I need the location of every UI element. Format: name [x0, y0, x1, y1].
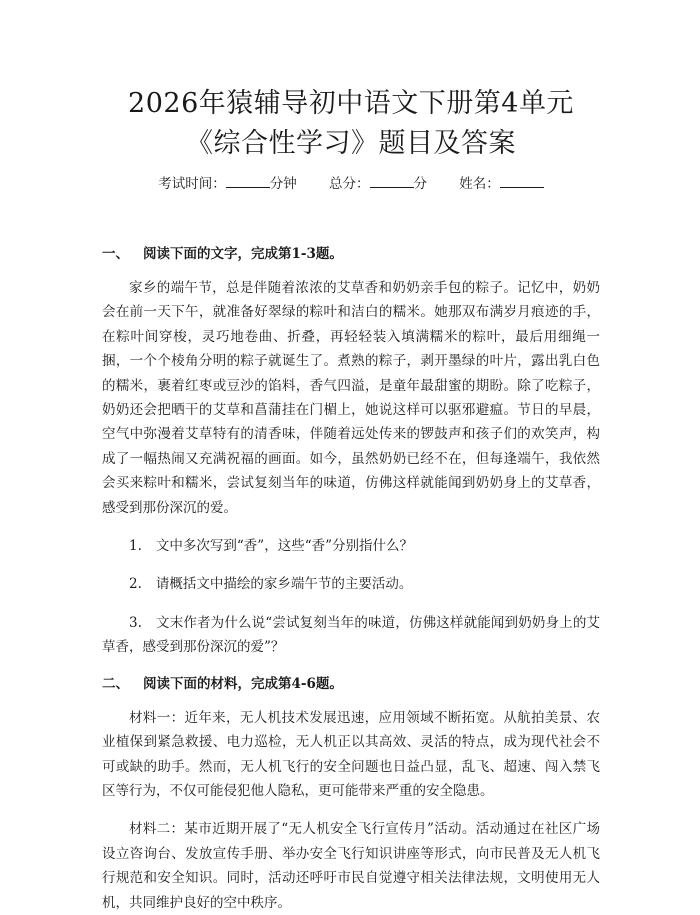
question-2-number: 2.	[129, 576, 142, 593]
exam-score	[329, 176, 431, 192]
section-2-heading-text: 阅读下面的材料，完成第4-6题。	[143, 675, 343, 692]
question-1-text: 文中多次写到“香”，这些“香”分别指什么？	[155, 538, 413, 555]
question-2-text: 请概括文中描绘的家乡端午节的主要活动。	[155, 576, 413, 593]
section-2-heading	[102, 674, 600, 694]
document-title: 2026年猿辅导初中语文下册第4单元《综合性学习》题目及答案	[128, 88, 574, 159]
exam-score-unit: 分	[413, 176, 427, 192]
section-1	[102, 244, 600, 660]
exam-time-unit: 分钟	[269, 176, 297, 192]
section-1-heading	[102, 244, 600, 264]
section-2-material-1: 材料一：近年来，无人机技术发展迅速，应用领域不断拓宽。从航拍美景、农业植保到紧急救援、电力巡检，无人机正以其高效、灵活的特点，成为现代社会不可或缺的助手。然而，无人机飞行的安全问题也日益凸显，乱飞、超速、闯入禁飞区等行为，不仅可能侵犯他人隐私，更可能带来严重的安全隐患。	[102, 709, 600, 799]
section-1-paragraph: 家乡的端午节，总是伴随着浓浓的艾草香和奶奶亲手包的粽子。记忆中，奶奶会在前一天下午，就准备好翠绿的粽叶和洁白的糯米。她那双布满岁月痕迹的手，在粽叶间穿梭，灵巧地卷曲、折叠，再轻轻装入填满糯米的粽叶，最后用细绳一捆，一个个棱角分明的粽子就诞生了。煮熟的粽子，剥开墨绿的叶片，露出乳白色的糯米，裹着红枣或豆沙的馅料，香气四溢，是童年最甜蜜的期盼。除了吃粽子，奶奶还会把晒干的艾草和菖蒲挂在门楣上，她说这样可以驱邪避瘟。节日的早晨，空气中弥漫着艾草特有的清香味，伴随着远处传来的锣鼓声和孩子们的欢笑声，构成了一幅热闹又充满祝福的画面。如今，虽然奶奶已经不在，但每逢端午，我依然会买来粽叶和糯米，尝试复刻当年的味道，仿佛这样就能闻到奶奶身上的艾草香，感受到那份深沉的爱。	[102, 280, 600, 516]
exam-time	[158, 176, 301, 192]
section-1-number: 一、	[102, 246, 129, 262]
exam-name-blank	[500, 174, 544, 188]
exam-name	[459, 176, 544, 192]
exam-info-line	[102, 174, 600, 194]
exam-time-label: 考试时间：	[158, 176, 226, 192]
section-2	[102, 674, 600, 915]
question-1	[102, 534, 600, 558]
exam-score-label: 总分：	[329, 176, 370, 192]
section-2-material-2: 材料二：某市近期开展了“无人机安全飞行宣传月”活动。活动通过在社区广场设立咨询台、发放宣传手册、举办安全飞行知识讲座等形式，向市民普及无人机飞行规范和安全知识。同时，活动还呼吁市民自觉遵守相关法律法规，文明使用无人机，共同维护良好的空中秩序。	[102, 821, 600, 911]
question-3	[102, 611, 600, 660]
question-3-number: 3.	[129, 614, 142, 631]
exam-score-blank	[370, 174, 414, 188]
question-1-number: 1.	[129, 538, 142, 555]
section-1-heading-text: 阅读下面的文字，完成第1-3题。	[143, 246, 343, 262]
exam-name-label: 姓名：	[459, 176, 500, 192]
exam-time-blank	[226, 174, 270, 188]
question-2	[102, 572, 600, 596]
question-3-text: 文末作者为什么说“尝试复刻当年的味道，仿佛这样就能闻到奶奶身上的艾草香，感受到那份深沉的爱”？	[102, 614, 600, 656]
section-2-number: 二、	[102, 675, 129, 692]
